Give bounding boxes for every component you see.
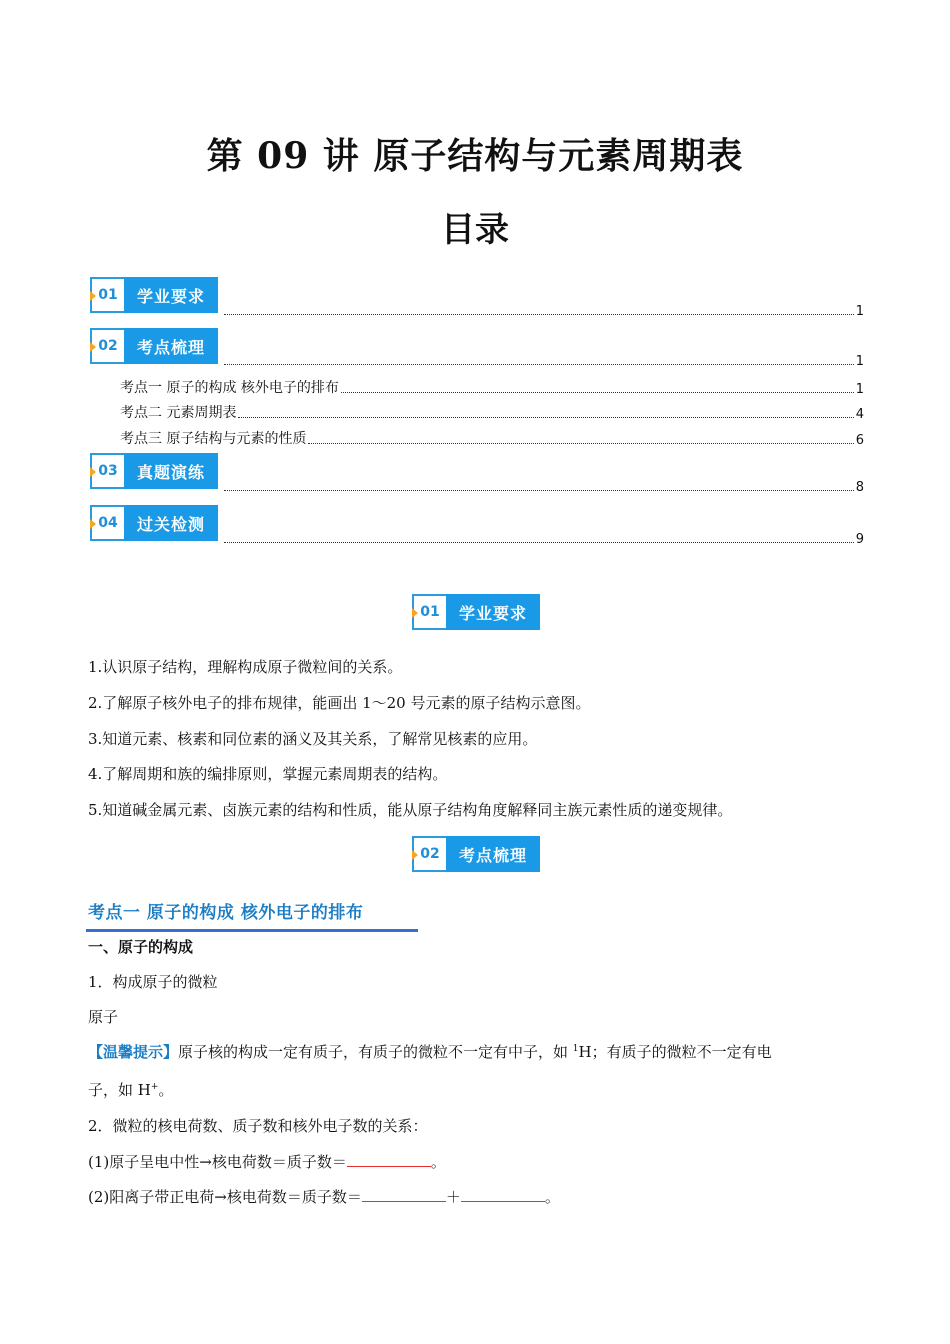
relation-text: (2)阳离子带正电荷→核电荷数＝质子数＝ — [88, 1188, 362, 1206]
badge-number: 02 — [412, 836, 446, 872]
badge-label: 考点梳理 — [446, 836, 540, 872]
fill-blank[interactable] — [362, 1187, 446, 1202]
toc-badge-03[interactable] — [90, 453, 218, 489]
badge-number: 01 — [412, 594, 446, 630]
tip-text: H；有质子的微粒不一定有电 — [578, 1043, 772, 1061]
superscript: + — [150, 1082, 159, 1092]
key-point-heading: 考点一 原子的构成 核外电子的排布 — [88, 903, 364, 923]
relation-line — [88, 1151, 446, 1172]
toc-sub-label: 考点二 元素周期表 — [120, 405, 237, 421]
toc-entry-01[interactable] — [222, 304, 864, 319]
dot-leader — [224, 489, 854, 491]
badge-label: 考点梳理 — [124, 328, 218, 364]
toc-entry-03[interactable] — [222, 480, 864, 495]
toc-page-number: 1 — [855, 304, 864, 319]
requirement-item: 4.了解周期和族的编排原则，掌握元素周期表的结构。 — [88, 765, 448, 783]
item-heading: 1．构成原子的微粒 — [88, 973, 218, 991]
tip-paragraph-cont — [88, 1079, 173, 1100]
badge-number: 01 — [90, 277, 124, 313]
dot-leader — [308, 442, 853, 444]
badge-number: 04 — [90, 505, 124, 541]
superscript: 1 — [572, 1044, 579, 1054]
fill-blank[interactable] — [461, 1187, 545, 1202]
toc-entry-02[interactable] — [222, 354, 864, 369]
dot-leader — [224, 541, 854, 543]
item-heading: 2．微粒的核电荷数、质子数和核外电子数的关系： — [88, 1117, 428, 1135]
toc-sub-label: 考点一 原子的构成 核外电子的排布 — [120, 380, 339, 396]
toc-badge-04[interactable] — [90, 505, 218, 541]
requirement-item: 2.了解原子核外电子的排布规律，能画出 1～20 号元素的原子结构示意图。 — [88, 694, 591, 712]
fill-blank[interactable] — [347, 1152, 431, 1167]
toc-badge-01[interactable] — [90, 277, 218, 313]
toc-page-number: 1 — [855, 382, 864, 397]
tip-paragraph — [88, 1041, 772, 1062]
tip-text: 子，如 H — [88, 1081, 151, 1099]
tip-text: 。 — [158, 1081, 174, 1099]
toc-sub-entry[interactable] — [120, 428, 864, 448]
toc-entry-04[interactable] — [222, 532, 864, 547]
body-text: 原子 — [88, 1008, 119, 1026]
relation-text: ＋ — [445, 1188, 461, 1206]
section-heading: 一、原子的构成 — [88, 938, 194, 956]
badge-label: 过关检测 — [124, 505, 218, 541]
section-badge-key-points — [412, 836, 540, 872]
toc-page-number: 4 — [855, 407, 864, 422]
section-badge-requirements — [412, 594, 540, 630]
dot-leader — [224, 363, 854, 365]
relation-line — [88, 1186, 560, 1207]
relation-text: 。 — [544, 1188, 560, 1206]
badge-label: 真题演练 — [124, 453, 218, 489]
tip-label: 【温馨提示】 — [88, 1043, 179, 1061]
dot-leader — [238, 416, 853, 418]
toc-page-number: 9 — [855, 532, 864, 547]
toc-badge-02[interactable] — [90, 328, 218, 364]
badge-number: 02 — [90, 328, 124, 364]
toc-sub-entry[interactable] — [120, 377, 864, 397]
toc-heading: 目录 — [441, 210, 509, 250]
requirement-item: 5.知道碱金属元素、卤族元素的结构和性质，能从原子结构角度解释同主族元素性质的递变规律。 — [88, 801, 733, 819]
toc-sub-label: 考点三 原子结构与元素的性质 — [120, 431, 307, 447]
tip-text: 原子核的构成一定有质子，有质子的微粒不一定有中子，如 — [178, 1043, 573, 1061]
badge-label: 学业要求 — [124, 277, 218, 313]
toc-page-number: 8 — [855, 480, 864, 495]
dot-leader — [224, 313, 854, 315]
page-title: 第 09 讲 原子结构与元素周期表 — [206, 135, 744, 177]
dot-leader — [341, 391, 854, 393]
heading-underline — [86, 929, 418, 932]
badge-number: 03 — [90, 453, 124, 489]
requirement-item: 1.认识原子结构，理解构成原子微粒间的关系。 — [88, 658, 403, 676]
toc-page-number: 6 — [855, 433, 864, 448]
toc-sub-entry[interactable] — [120, 402, 864, 422]
relation-text: 。 — [430, 1153, 446, 1171]
badge-label: 学业要求 — [446, 594, 540, 630]
toc-page-number: 1 — [855, 354, 864, 369]
relation-text: (1)原子呈电中性→核电荷数＝质子数＝ — [88, 1153, 347, 1171]
requirement-item: 3.知道元素、核素和同位素的涵义及其关系，了解常见核素的应用。 — [88, 730, 538, 748]
